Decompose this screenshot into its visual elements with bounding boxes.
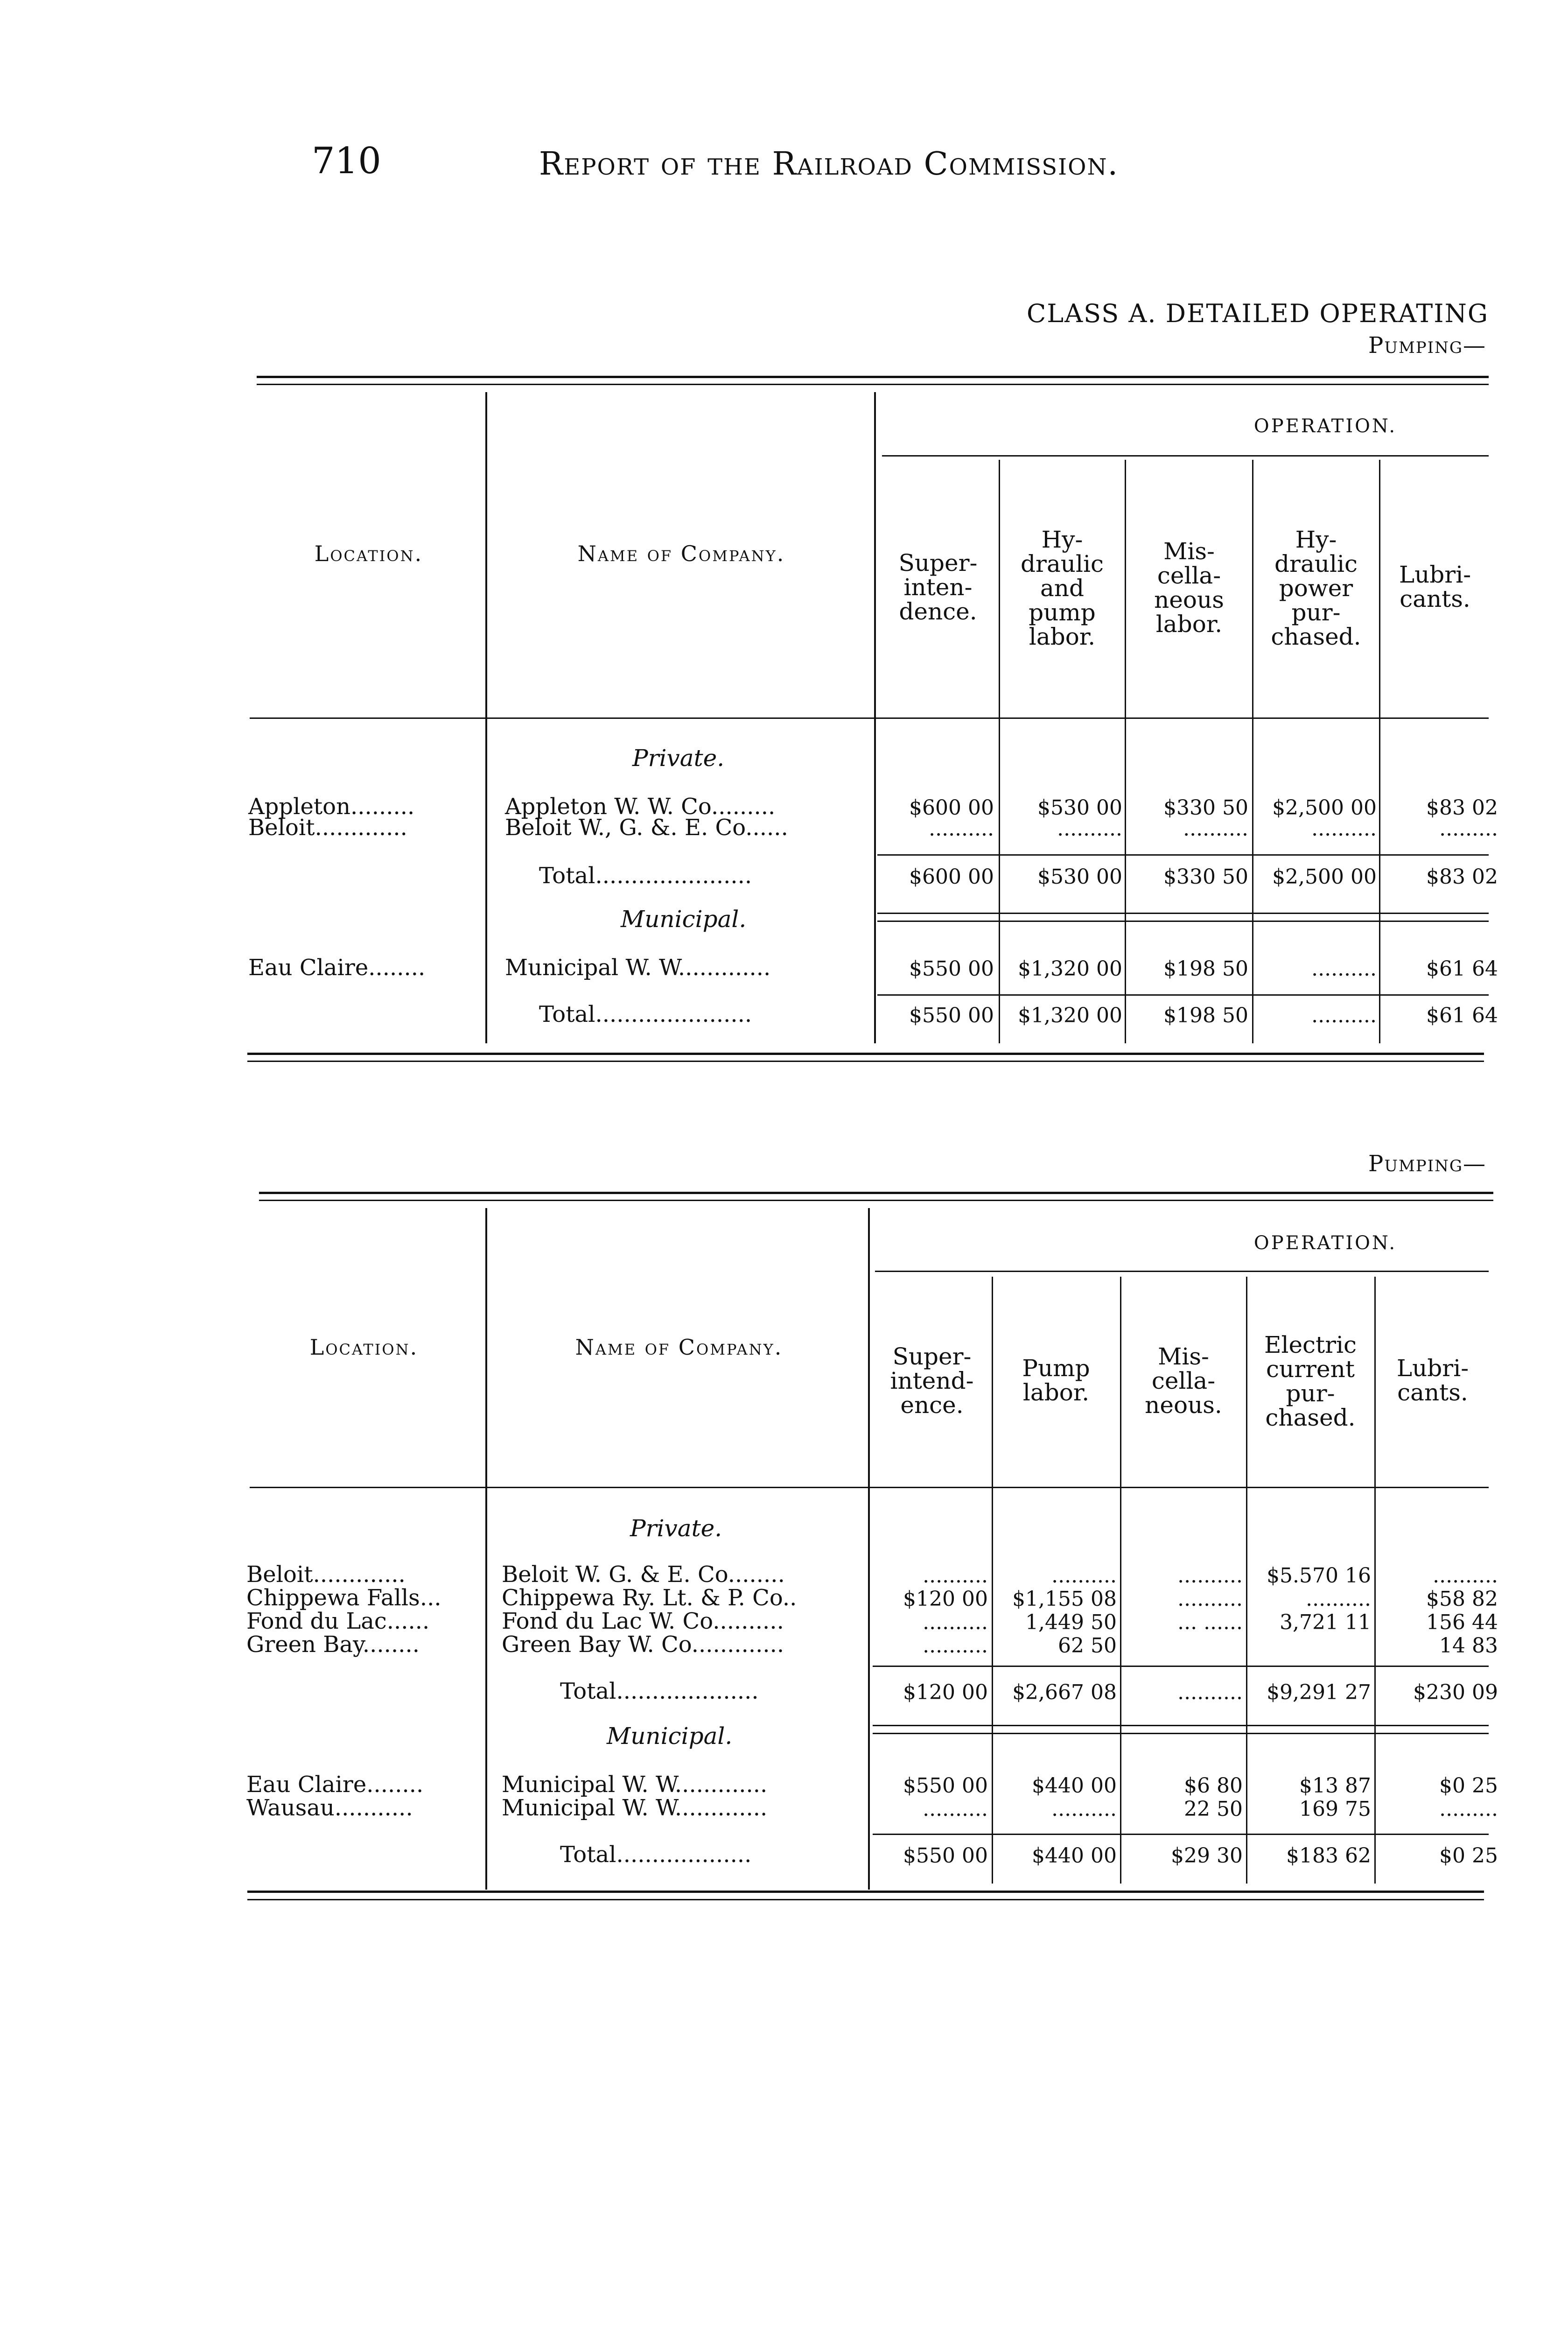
row-hydraulic-pump-labor: $530 00 bbox=[1037, 796, 1122, 820]
total-lubricants: $0 25 bbox=[1439, 1844, 1498, 1868]
table1-top-rule-2 bbox=[257, 384, 1489, 385]
table1-header-hydraulic-pump-labor: Hy- draulic and pump labor. bbox=[1021, 526, 1104, 650]
total-pump-labor: $2,667 08 bbox=[1012, 1680, 1117, 1704]
row-lubricants: 156 44 bbox=[1426, 1610, 1498, 1634]
table2-divider bbox=[992, 1277, 993, 1884]
total-superintendence: $120 00 bbox=[903, 1680, 988, 1704]
row-lubricants: 14 83 bbox=[1439, 1634, 1498, 1658]
total-hydraulic-power: .......... bbox=[1311, 1004, 1377, 1027]
row-electric-current: 169 75 bbox=[1299, 1797, 1371, 1821]
row-misc-labor: $330 50 bbox=[1163, 796, 1248, 820]
total-label: Total................... bbox=[560, 1842, 752, 1868]
row-electric-current: .......... bbox=[1306, 1587, 1371, 1611]
row-company: Chippewa Ry. Lt. & P. Co.. bbox=[502, 1585, 797, 1611]
total-misc-labor: $330 50 bbox=[1163, 865, 1248, 889]
total-electric-current: $9,291 27 bbox=[1267, 1680, 1371, 1704]
total-superintendence: $600 00 bbox=[909, 865, 994, 889]
row-misc: ... ...... bbox=[1177, 1610, 1243, 1634]
row-pump-labor: .......... bbox=[1051, 1564, 1117, 1588]
row-hydraulic-power: $2,500 00 bbox=[1272, 796, 1377, 820]
table1-municipal-label: Municipal. bbox=[621, 906, 747, 933]
running-head: Report of the Railroad Commission. bbox=[539, 146, 1119, 183]
table1-divider bbox=[999, 460, 1000, 1043]
table2-rule bbox=[873, 1725, 1489, 1726]
row-superintendence: $550 00 bbox=[909, 957, 994, 981]
total-superintendence: $550 00 bbox=[903, 1844, 988, 1868]
total-pump-labor: $440 00 bbox=[1032, 1844, 1117, 1868]
row-lubricants: $0 25 bbox=[1439, 1774, 1498, 1798]
table1-top-rule bbox=[257, 376, 1489, 378]
row-misc: .......... bbox=[1177, 1587, 1243, 1611]
table1-divider bbox=[1379, 460, 1380, 1043]
row-company: Beloit W., G. &. E. Co...... bbox=[505, 815, 788, 841]
table1-title: CLASS A. DETAILED OPERATING bbox=[1026, 299, 1489, 328]
row-superintendence: .......... bbox=[923, 1610, 988, 1634]
row-hydraulic-pump-labor: $1,320 00 bbox=[1018, 957, 1122, 981]
row-company: Green Bay W. Co............. bbox=[502, 1631, 784, 1658]
table1-header-hydraulic-power: Hy- draulic power pur- chased. bbox=[1271, 526, 1361, 650]
table1-group-rule bbox=[882, 455, 1489, 457]
row-pump-labor: 62 50 bbox=[1058, 1634, 1117, 1658]
table2-group-header: OPERATION. bbox=[1253, 1232, 1397, 1254]
table2-header-company: Name of Company. bbox=[575, 1335, 783, 1360]
total-misc-labor: $198 50 bbox=[1163, 1004, 1248, 1027]
row-superintendence: .......... bbox=[929, 817, 994, 841]
table1-bottom-rule-2 bbox=[247, 1061, 1484, 1062]
table2-top-rule-2 bbox=[259, 1200, 1493, 1201]
table1-subtitle: Pumping— bbox=[1368, 332, 1486, 359]
table1-rule bbox=[877, 994, 1489, 996]
total-lubricants: $83 02 bbox=[1426, 865, 1498, 889]
table1-rule bbox=[877, 921, 1489, 922]
table2-header-misc: Mis- cella- neous. bbox=[1145, 1343, 1222, 1419]
row-company: Fond du Lac W. Co.......... bbox=[502, 1608, 784, 1634]
row-hydraulic-power: .......... bbox=[1311, 957, 1377, 981]
row-pump-labor: $1,155 08 bbox=[1012, 1587, 1117, 1611]
row-location: Eau Claire........ bbox=[248, 955, 426, 981]
row-pump-labor: .......... bbox=[1051, 1797, 1117, 1821]
table1-divider bbox=[1125, 460, 1126, 1043]
table1-header-rule bbox=[250, 717, 1489, 719]
row-misc: 22 50 bbox=[1184, 1797, 1243, 1821]
table1-divider bbox=[1252, 460, 1253, 1043]
table2-bottom-rule bbox=[247, 1891, 1484, 1893]
table2-header-rule bbox=[250, 1487, 1489, 1488]
total-lubricants: $61 64 bbox=[1426, 1004, 1498, 1027]
row-superintendence: .......... bbox=[923, 1797, 988, 1821]
total-electric-current: $183 62 bbox=[1286, 1844, 1371, 1868]
total-hydraulic-pump-labor: $1,320 00 bbox=[1018, 1004, 1122, 1027]
table2-rule bbox=[873, 1733, 1489, 1734]
table1-bottom-rule bbox=[247, 1053, 1484, 1055]
row-lubricants: $83 02 bbox=[1426, 796, 1498, 820]
row-location: Eau Claire........ bbox=[246, 1772, 424, 1798]
row-lubricants: $61 64 bbox=[1426, 957, 1498, 981]
row-location: Chippewa Falls... bbox=[246, 1585, 441, 1611]
table2-rule bbox=[873, 1834, 1489, 1835]
table2-divider bbox=[1246, 1277, 1247, 1884]
table2-municipal-label: Municipal. bbox=[607, 1722, 733, 1750]
row-superintendence: $600 00 bbox=[909, 796, 994, 820]
row-location: Wausau........... bbox=[246, 1795, 413, 1821]
table2-divider bbox=[1120, 1277, 1121, 1884]
table2-bottom-rule-2 bbox=[247, 1899, 1484, 1900]
table2-rule bbox=[873, 1666, 1489, 1667]
row-company: Municipal W. W............. bbox=[502, 1795, 768, 1821]
table2-divider bbox=[868, 1208, 870, 1890]
row-location: Appleton......... bbox=[248, 794, 415, 820]
table1-header-superintendence: Super- inten- dence. bbox=[898, 549, 978, 625]
total-label: Total...................... bbox=[539, 863, 752, 889]
row-electric-current: 3,721 11 bbox=[1280, 1610, 1371, 1634]
table1-header-location: Location. bbox=[314, 541, 423, 566]
row-lubricants: $58 82 bbox=[1426, 1587, 1498, 1611]
row-pump-labor: 1,449 50 bbox=[1025, 1610, 1117, 1634]
row-company: Municipal W. W............. bbox=[505, 955, 771, 981]
row-electric-current: $13 87 bbox=[1299, 1774, 1371, 1798]
row-location: Beloit............. bbox=[246, 1561, 406, 1588]
row-company: Beloit W. G. & E. Co........ bbox=[502, 1561, 785, 1588]
row-superintendence: .......... bbox=[923, 1564, 988, 1588]
table2-header-electric-current: Electric current pur- chased. bbox=[1264, 1331, 1357, 1431]
row-pump-labor: $440 00 bbox=[1032, 1774, 1117, 1798]
table1-rule bbox=[877, 854, 1489, 856]
total-hydraulic-power: $2,500 00 bbox=[1272, 865, 1377, 889]
row-superintendence: $120 00 bbox=[903, 1587, 988, 1611]
table2-private-label: Private. bbox=[630, 1515, 722, 1542]
row-misc-labor: $198 50 bbox=[1163, 957, 1248, 981]
total-misc: $29 30 bbox=[1171, 1844, 1243, 1868]
row-hydraulic-pump-labor: .......... bbox=[1057, 817, 1122, 841]
table1-header-company: Name of Company. bbox=[577, 541, 785, 566]
table2-top-rule bbox=[259, 1192, 1493, 1194]
row-lubricants: ......... bbox=[1439, 1797, 1498, 1821]
row-lubricants: ......... bbox=[1439, 817, 1498, 841]
row-location: Beloit............. bbox=[248, 815, 407, 841]
table1-header-misc-labor: Mis- cella- neous labor. bbox=[1154, 538, 1224, 638]
total-superintendence: $550 00 bbox=[909, 1004, 994, 1027]
row-location: Fond du Lac...... bbox=[246, 1608, 430, 1634]
table1-header-lubricants: Lubri- cants. bbox=[1399, 561, 1471, 612]
table2-header-location: Location. bbox=[309, 1335, 419, 1360]
table2-divider bbox=[1374, 1277, 1376, 1884]
row-misc-labor: .......... bbox=[1183, 817, 1248, 841]
row-company: Municipal W. W............. bbox=[502, 1772, 768, 1798]
row-hydraulic-power: .......... bbox=[1311, 817, 1377, 841]
total-misc: .......... bbox=[1177, 1680, 1243, 1704]
row-location: Green Bay........ bbox=[246, 1631, 420, 1658]
row-lubricants: .......... bbox=[1433, 1564, 1498, 1588]
total-hydraulic-pump-labor: $530 00 bbox=[1037, 865, 1122, 889]
table1-rule bbox=[877, 913, 1489, 914]
row-misc: $6 80 bbox=[1184, 1774, 1243, 1798]
row-superintendence: $550 00 bbox=[903, 1774, 988, 1798]
table2-header-lubricants: Lubri- cants. bbox=[1396, 1355, 1469, 1406]
total-label: Total.................... bbox=[560, 1678, 759, 1704]
table2-subtitle: Pumping— bbox=[1368, 1151, 1486, 1177]
row-electric-current: $5.570 16 bbox=[1267, 1564, 1371, 1588]
row-superintendence: .......... bbox=[923, 1634, 988, 1658]
table2-group-rule bbox=[875, 1271, 1489, 1272]
row-misc: .......... bbox=[1177, 1564, 1243, 1588]
table2-header-superintendence: Super- intend- ence. bbox=[890, 1343, 974, 1419]
table1-group-header: OPERATION. bbox=[1253, 415, 1397, 437]
page-number: 710 bbox=[312, 140, 381, 182]
table2-divider bbox=[485, 1208, 487, 1890]
total-label: Total...................... bbox=[539, 1001, 752, 1027]
table2-header-pump-labor: Pump labor. bbox=[1022, 1355, 1090, 1406]
row-company: Appleton W. W. Co......... bbox=[505, 794, 776, 820]
table1-private-label: Private. bbox=[632, 745, 725, 772]
total-lubricants: $230 09 bbox=[1413, 1680, 1498, 1704]
